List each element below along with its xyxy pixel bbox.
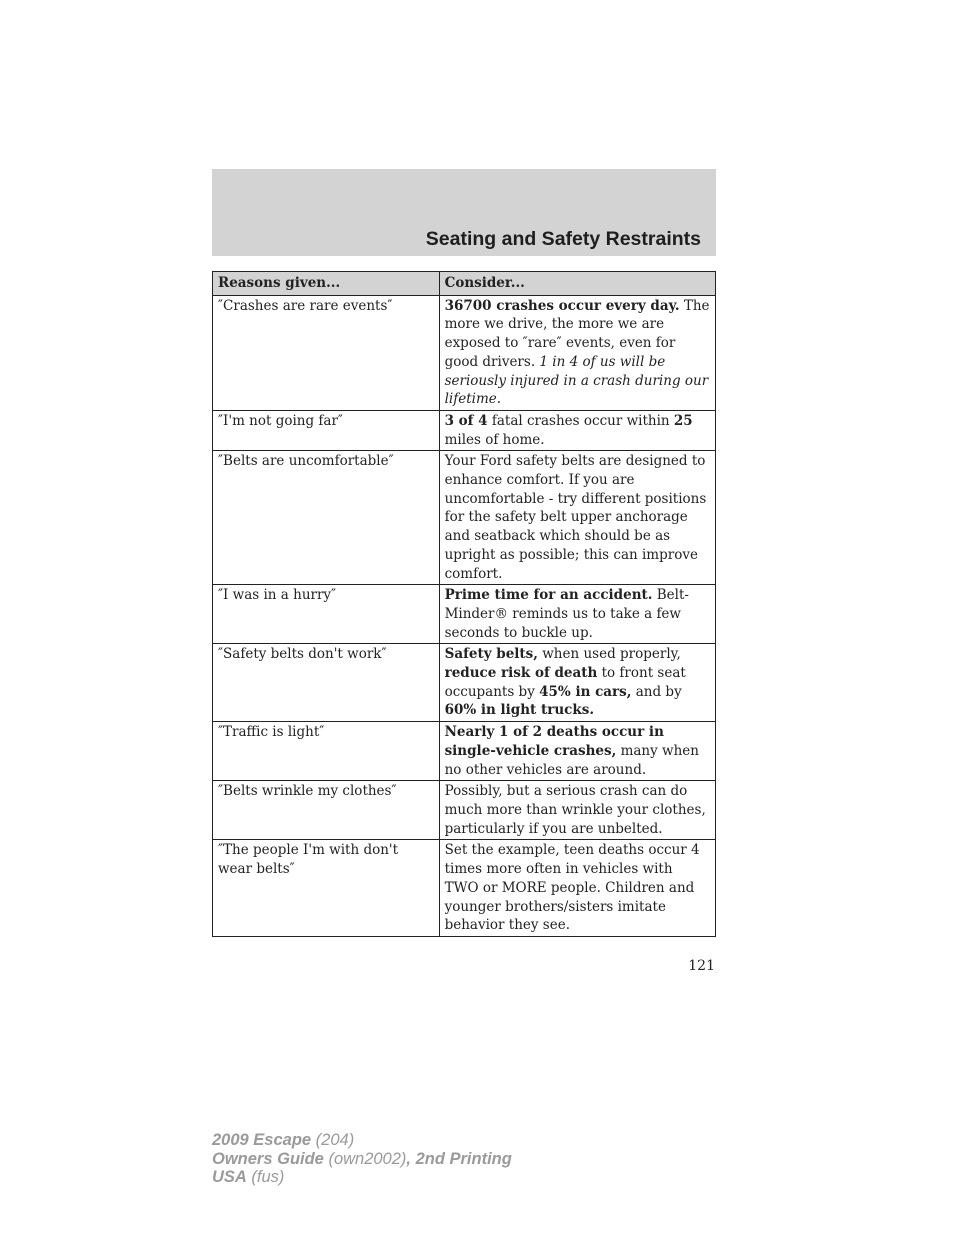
section-header-band — [212, 169, 716, 256]
table-row — [213, 840, 716, 937]
reason-cell: ″I'm not going far″ — [213, 410, 440, 450]
table-row — [213, 781, 716, 840]
consider-cell — [439, 840, 715, 937]
footer-line-1: 2009 Escape (204) — [212, 1131, 355, 1149]
document-footer — [212, 1131, 512, 1187]
consider-cell — [439, 722, 715, 781]
table-header-row — [213, 272, 716, 296]
table-row — [213, 410, 716, 450]
reason-cell: ″Belts are uncomfortable″ — [213, 451, 440, 585]
section-title: Seating and Safety Restraints — [425, 228, 701, 250]
table-row — [213, 644, 716, 722]
consider-text-segment: 25 — [673, 412, 693, 429]
consider-text-segment: 45% in cars, — [539, 683, 632, 700]
column-header-reasons: Reasons given... — [213, 272, 440, 296]
consider-text-segment: Safety belts, — [444, 646, 538, 663]
table-row — [213, 295, 716, 410]
consider-cell — [439, 781, 715, 840]
consider-text-segment: 36700 crashes occur every day. — [444, 297, 680, 314]
reason-cell: ″Crashes are rare events″ — [213, 295, 440, 410]
consider-text-segment: 1 in 4 of us will be seriously injured in a crash during our lifetime. — [444, 353, 709, 408]
reason-cell: ″I was in a hurry″ — [213, 585, 440, 644]
consider-cell — [439, 644, 715, 722]
consider-cell — [439, 295, 715, 410]
consider-cell — [439, 585, 715, 644]
consider-text-segment: Prime time for an accident. — [444, 587, 653, 604]
consider-text-segment: Possibly, but a serious crash can do much more than wrinkle your clothes, particularly if you are unbelted. — [444, 783, 706, 837]
consider-text-segment: reduce risk of death — [444, 665, 598, 682]
reason-cell: ″The people I'm with don't wear belts″ — [213, 840, 440, 937]
consider-text-segment: 3 of 4 — [444, 412, 488, 429]
column-header-consider: Consider... — [439, 272, 715, 296]
footer-line-3: USA (fus) — [212, 1168, 285, 1186]
reasons-table — [212, 271, 716, 937]
consider-text-segment: to front seat occupants by — [444, 665, 686, 700]
consider-text-segment: fatal crashes occur within — [487, 412, 674, 429]
consider-text-segment: Set the example, teen deaths occur 4 times more often in vehicles with TWO or MORE people. Children and younger brothers/sisters imitate behavior they see. — [444, 842, 700, 934]
reason-cell: ″Safety belts don't work″ — [213, 644, 440, 722]
reason-cell: ″Belts wrinkle my clothes″ — [213, 781, 440, 840]
page-number: 121 — [688, 958, 715, 974]
consider-text-segment: Your Ford safety belts are designed to enhance comfort. If you are uncomfortable - try different positions for the safety belt upper anchorage and seatback which should be as upright as possible; this can improve comfort. — [444, 453, 707, 582]
consider-text-segment: Belt-Minder® reminds us to take a few seconds to buckle up. — [444, 587, 689, 641]
consider-cell — [439, 410, 715, 450]
consider-cell — [439, 451, 715, 585]
consider-text-segment: The more we drive, the more we are exposed to ″rare″ events, even for good drivers. — [444, 297, 710, 370]
consider-text-segment: many when no other vehicles are around. — [444, 742, 699, 778]
reason-cell: ″Traffic is light″ — [213, 722, 440, 781]
consider-text-segment: and by — [631, 683, 682, 700]
consider-text-segment: 60% in light trucks. — [444, 702, 595, 719]
table-row — [213, 585, 716, 644]
table-row — [213, 451, 716, 585]
consider-text-segment: miles of home. — [444, 431, 545, 448]
table-row — [213, 722, 716, 781]
footer-line-2: Owners Guide (own2002), 2nd Printing — [212, 1149, 512, 1168]
consider-text-segment: Nearly 1 of 2 deaths occur in single-vehicle crashes, — [444, 724, 664, 759]
consider-text-segment: when used properly, — [537, 646, 681, 663]
